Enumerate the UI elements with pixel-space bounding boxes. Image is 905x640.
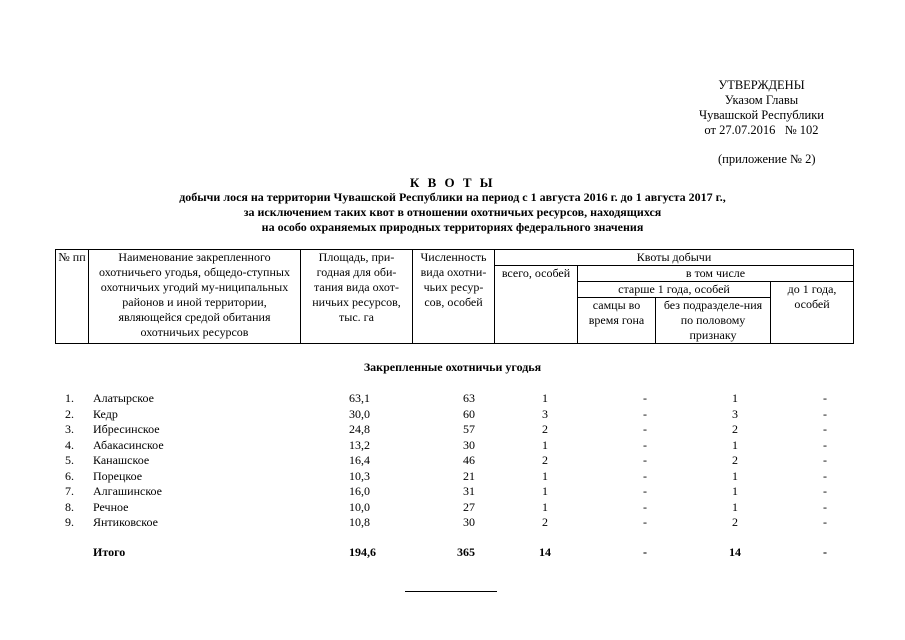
row-total: 2 <box>542 515 548 529</box>
title-heading: К В О Т Ы <box>409 175 496 190</box>
total-young: - <box>823 545 827 559</box>
header-area: Площадь, при-годная для оби-тания вида охот-ничьих ресурсов, тыс. га <box>301 250 413 344</box>
row-males: - <box>643 391 647 405</box>
row-nosex: 2 <box>732 422 738 436</box>
document-title <box>0 175 905 235</box>
row-name: Алатырское <box>93 391 154 405</box>
title-line-2: за исключением таких квот в отношении охотничьих ресурсов, находящихся <box>243 205 662 219</box>
row-males: - <box>643 406 647 421</box>
row-young: - <box>823 499 827 514</box>
row-no: 2. <box>65 406 74 421</box>
row-total: 1 <box>542 499 548 514</box>
header-nosex: без подразделе-ния по половому признаку <box>656 298 771 344</box>
header-older: старше 1 года, особей <box>578 282 771 298</box>
total-row <box>55 545 853 561</box>
total-males: - <box>643 545 647 559</box>
row-area: 16,4 <box>349 453 370 467</box>
row-name: Порецкое <box>93 468 143 483</box>
header-young: до 1 года, особей <box>771 282 854 344</box>
row-count: 46 <box>463 453 475 467</box>
row-no: 6. <box>65 468 74 483</box>
row-area: 13,2 <box>349 437 370 452</box>
table-row <box>55 391 853 407</box>
row-count: 63 <box>463 391 475 405</box>
footer-divider <box>405 591 497 592</box>
row-young: - <box>823 422 827 436</box>
row-area: 30,0 <box>349 406 370 421</box>
row-area: 63,1 <box>349 391 370 405</box>
row-name: Канашское <box>93 453 150 467</box>
row-count: 60 <box>463 406 475 421</box>
row-nosex: 1 <box>732 468 738 483</box>
table-row <box>55 453 853 469</box>
row-count: 30 <box>463 515 475 529</box>
row-nosex: 3 <box>732 406 738 421</box>
row-young: - <box>823 515 827 529</box>
row-males: - <box>643 499 647 514</box>
row-name: Кедр <box>93 406 118 421</box>
total-quota: 14 <box>539 545 551 559</box>
row-count: 27 <box>463 499 475 514</box>
header-quotas: Квоты добычи <box>495 250 854 266</box>
row-area: 10,0 <box>349 499 370 514</box>
row-total: 2 <box>542 453 548 467</box>
row-total: 1 <box>542 437 548 452</box>
data-rows <box>55 391 853 531</box>
table-row <box>55 500 853 516</box>
header-name: Наименование закрепленного охотничьего угодья, общедо-ступных охотничьих угодий му-ниципальных районов и иной территории, являющейся средой обитания охотничьих ресурсов <box>89 250 301 344</box>
total-label: Итого <box>93 545 126 559</box>
row-area: 10,8 <box>349 515 370 529</box>
row-males: - <box>643 453 647 467</box>
row-young: - <box>823 484 827 498</box>
row-males: - <box>643 468 647 483</box>
approval-line-4: от 27.07.2016 № 102 <box>704 123 819 137</box>
approval-line-3: Чувашской Республики <box>698 108 824 122</box>
row-nosex: 2 <box>732 515 738 529</box>
row-area: 24,8 <box>349 422 370 436</box>
row-count: 57 <box>463 422 475 436</box>
header-no: № пп <box>56 250 89 344</box>
row-males: - <box>643 422 647 436</box>
title-line-3: на особо охраняемых природных территориях федерального значения <box>261 220 644 234</box>
row-no: 7. <box>65 484 74 498</box>
row-young: - <box>823 437 827 452</box>
row-name: Янтиковское <box>93 515 158 529</box>
row-count: 21 <box>463 468 475 483</box>
table-row <box>55 407 853 423</box>
row-no: 4. <box>65 437 74 452</box>
approval-line-2: Указом Главы <box>724 93 799 107</box>
row-total: 1 <box>542 468 548 483</box>
table-row <box>55 469 853 485</box>
table-row <box>55 484 853 500</box>
row-total: 3 <box>542 406 548 421</box>
row-no: 8. <box>65 499 74 514</box>
row-name: Ибресинское <box>93 422 160 436</box>
row-name: Абакасинское <box>93 437 164 452</box>
row-nosex: 1 <box>732 437 738 452</box>
row-area: 16,0 <box>349 484 370 498</box>
row-young: - <box>823 391 827 405</box>
row-nosex: 2 <box>732 453 738 467</box>
row-nosex: 1 <box>732 499 738 514</box>
row-young: - <box>823 406 827 421</box>
header-total: всего, особей <box>495 266 578 344</box>
row-total: 2 <box>542 422 548 436</box>
approval-block <box>699 78 824 138</box>
header-count: Численность вида охотни-чьих ресур-сов, особей <box>413 250 495 344</box>
table-row <box>55 422 853 438</box>
total-count: 365 <box>457 545 475 559</box>
row-young: - <box>823 453 827 467</box>
row-nosex: 1 <box>732 391 738 405</box>
title-line-1: добычи лося на территории Чувашской Республики на период с 1 августа 2016 г. до 1 августа 2017 г., <box>179 190 726 204</box>
row-name: Речное <box>93 499 129 514</box>
table-header <box>55 249 854 344</box>
row-males: - <box>643 515 647 529</box>
row-total: 1 <box>542 391 548 405</box>
row-no: 1. <box>65 391 74 405</box>
row-area: 10,3 <box>349 468 370 483</box>
row-count: 30 <box>463 437 475 452</box>
table-row <box>55 515 853 531</box>
annex-label: (приложение № 2) <box>718 152 816 166</box>
row-males: - <box>643 437 647 452</box>
row-no: 9. <box>65 515 74 529</box>
row-no: 5. <box>65 453 74 467</box>
row-name: Алгашинское <box>93 484 163 498</box>
section-title: Закрепленные охотничьи угодья <box>363 360 542 374</box>
header-including: в том числе <box>578 266 854 282</box>
table-row <box>55 438 853 454</box>
row-males: - <box>643 484 647 498</box>
total-area: 194,6 <box>349 545 376 559</box>
row-total: 1 <box>542 484 548 498</box>
total-nosex: 14 <box>729 545 741 559</box>
row-no: 3. <box>65 422 74 436</box>
row-young: - <box>823 468 827 483</box>
approval-line-1: УТВЕРЖДЕНЫ <box>718 78 805 92</box>
header-males: самцы во время гона <box>578 298 656 344</box>
row-nosex: 1 <box>732 484 738 498</box>
row-count: 31 <box>463 484 475 498</box>
